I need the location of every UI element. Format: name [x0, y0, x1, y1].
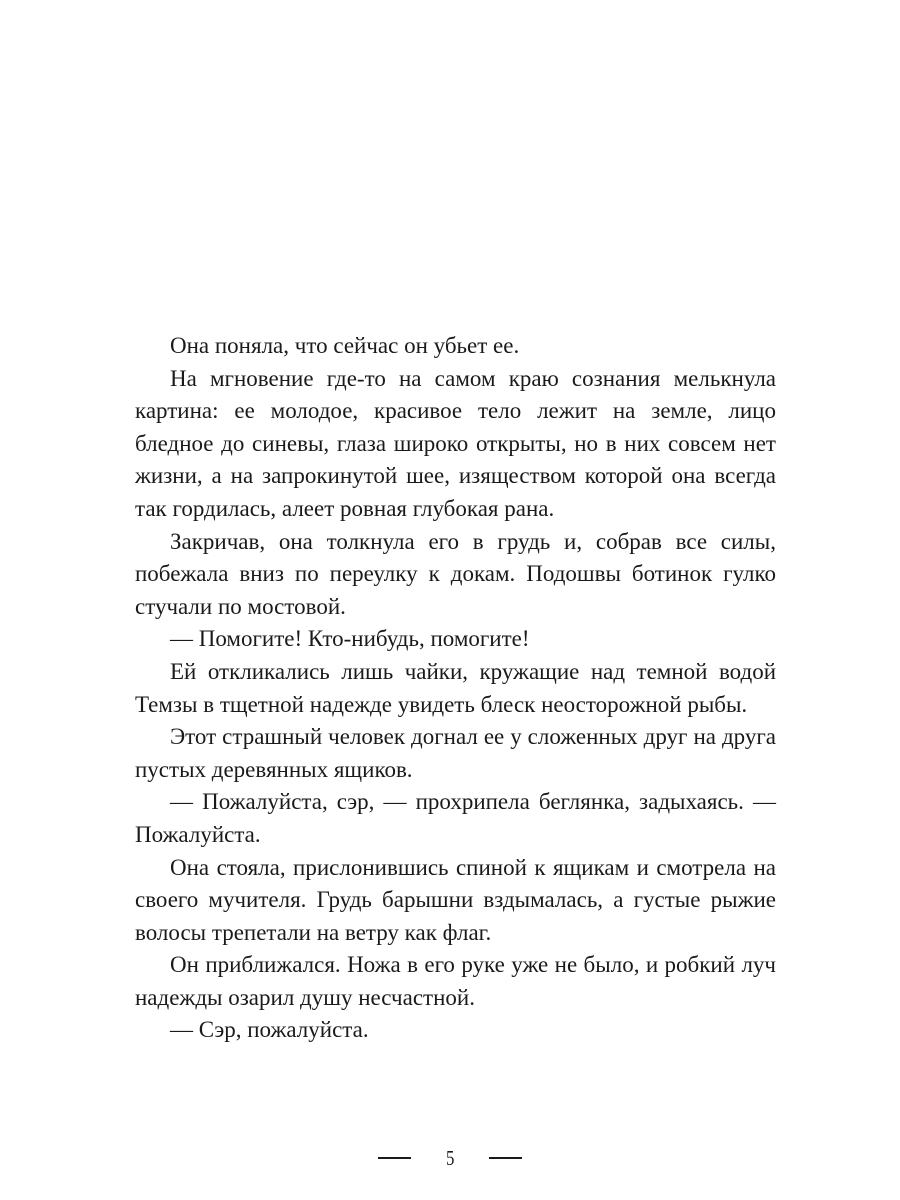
paragraph-3: Закричав, она толкнула его в грудь и, собрав все силы, побежала вниз по переулку к докам. Подошвы ботинок гулко стучали по мостовой.: [135, 528, 776, 619]
paragraph-6: Этот страшный человек догнал ее у сложенных друг на друга пустых деревянных ящиков.: [135, 724, 776, 782]
folio-rule-left: [378, 1157, 411, 1159]
body-text: [135, 330, 776, 1047]
paragraph-10: — Сэр, пожалуйста.: [170, 1017, 369, 1043]
page-footer: [0, 1143, 900, 1173]
paragraph-2: На мгновение где-то на самом краю сознания мелькнула картина: ее молодое, красивое тело лежит на земле, лицо бледное до синевы, глаза широко открыты, но в них совсем нет жизни, а на запрокинутой шее, изяществом которой она всегда так гордилась, алеет ровная глубокая рана.: [135, 365, 776, 521]
folio-rule-right: [489, 1157, 522, 1159]
paragraph-5: Ей откликались лишь чайки, кружащие над темной водой Темзы в тщетной надежде увидеть блеск неосторожной рыбы.: [135, 658, 776, 717]
paragraph-9: Он приближался. Ножа в его руке уже не было, и робкий луч надежды озарил душу несчастной.: [135, 952, 776, 1010]
page-number: 5: [445, 1145, 455, 1170]
paragraph-1: Она поняла, что сейчас он убьет ее.: [170, 333, 520, 358]
paragraph-4: — Помогите! Кто-нибудь, помогите!: [170, 626, 530, 652]
paragraph-8: Она стояла, прислонившись спиной к ящикам и смотрела на своего мучителя. Грудь барышни вздымалась, а густые рыжие волосы трепетали на ветру как флаг.: [135, 854, 776, 945]
paragraph-7: — Пожалуйста, сэр, — прохрипела беглянка, задыхаясь. — Пожалуйста.: [135, 789, 776, 847]
